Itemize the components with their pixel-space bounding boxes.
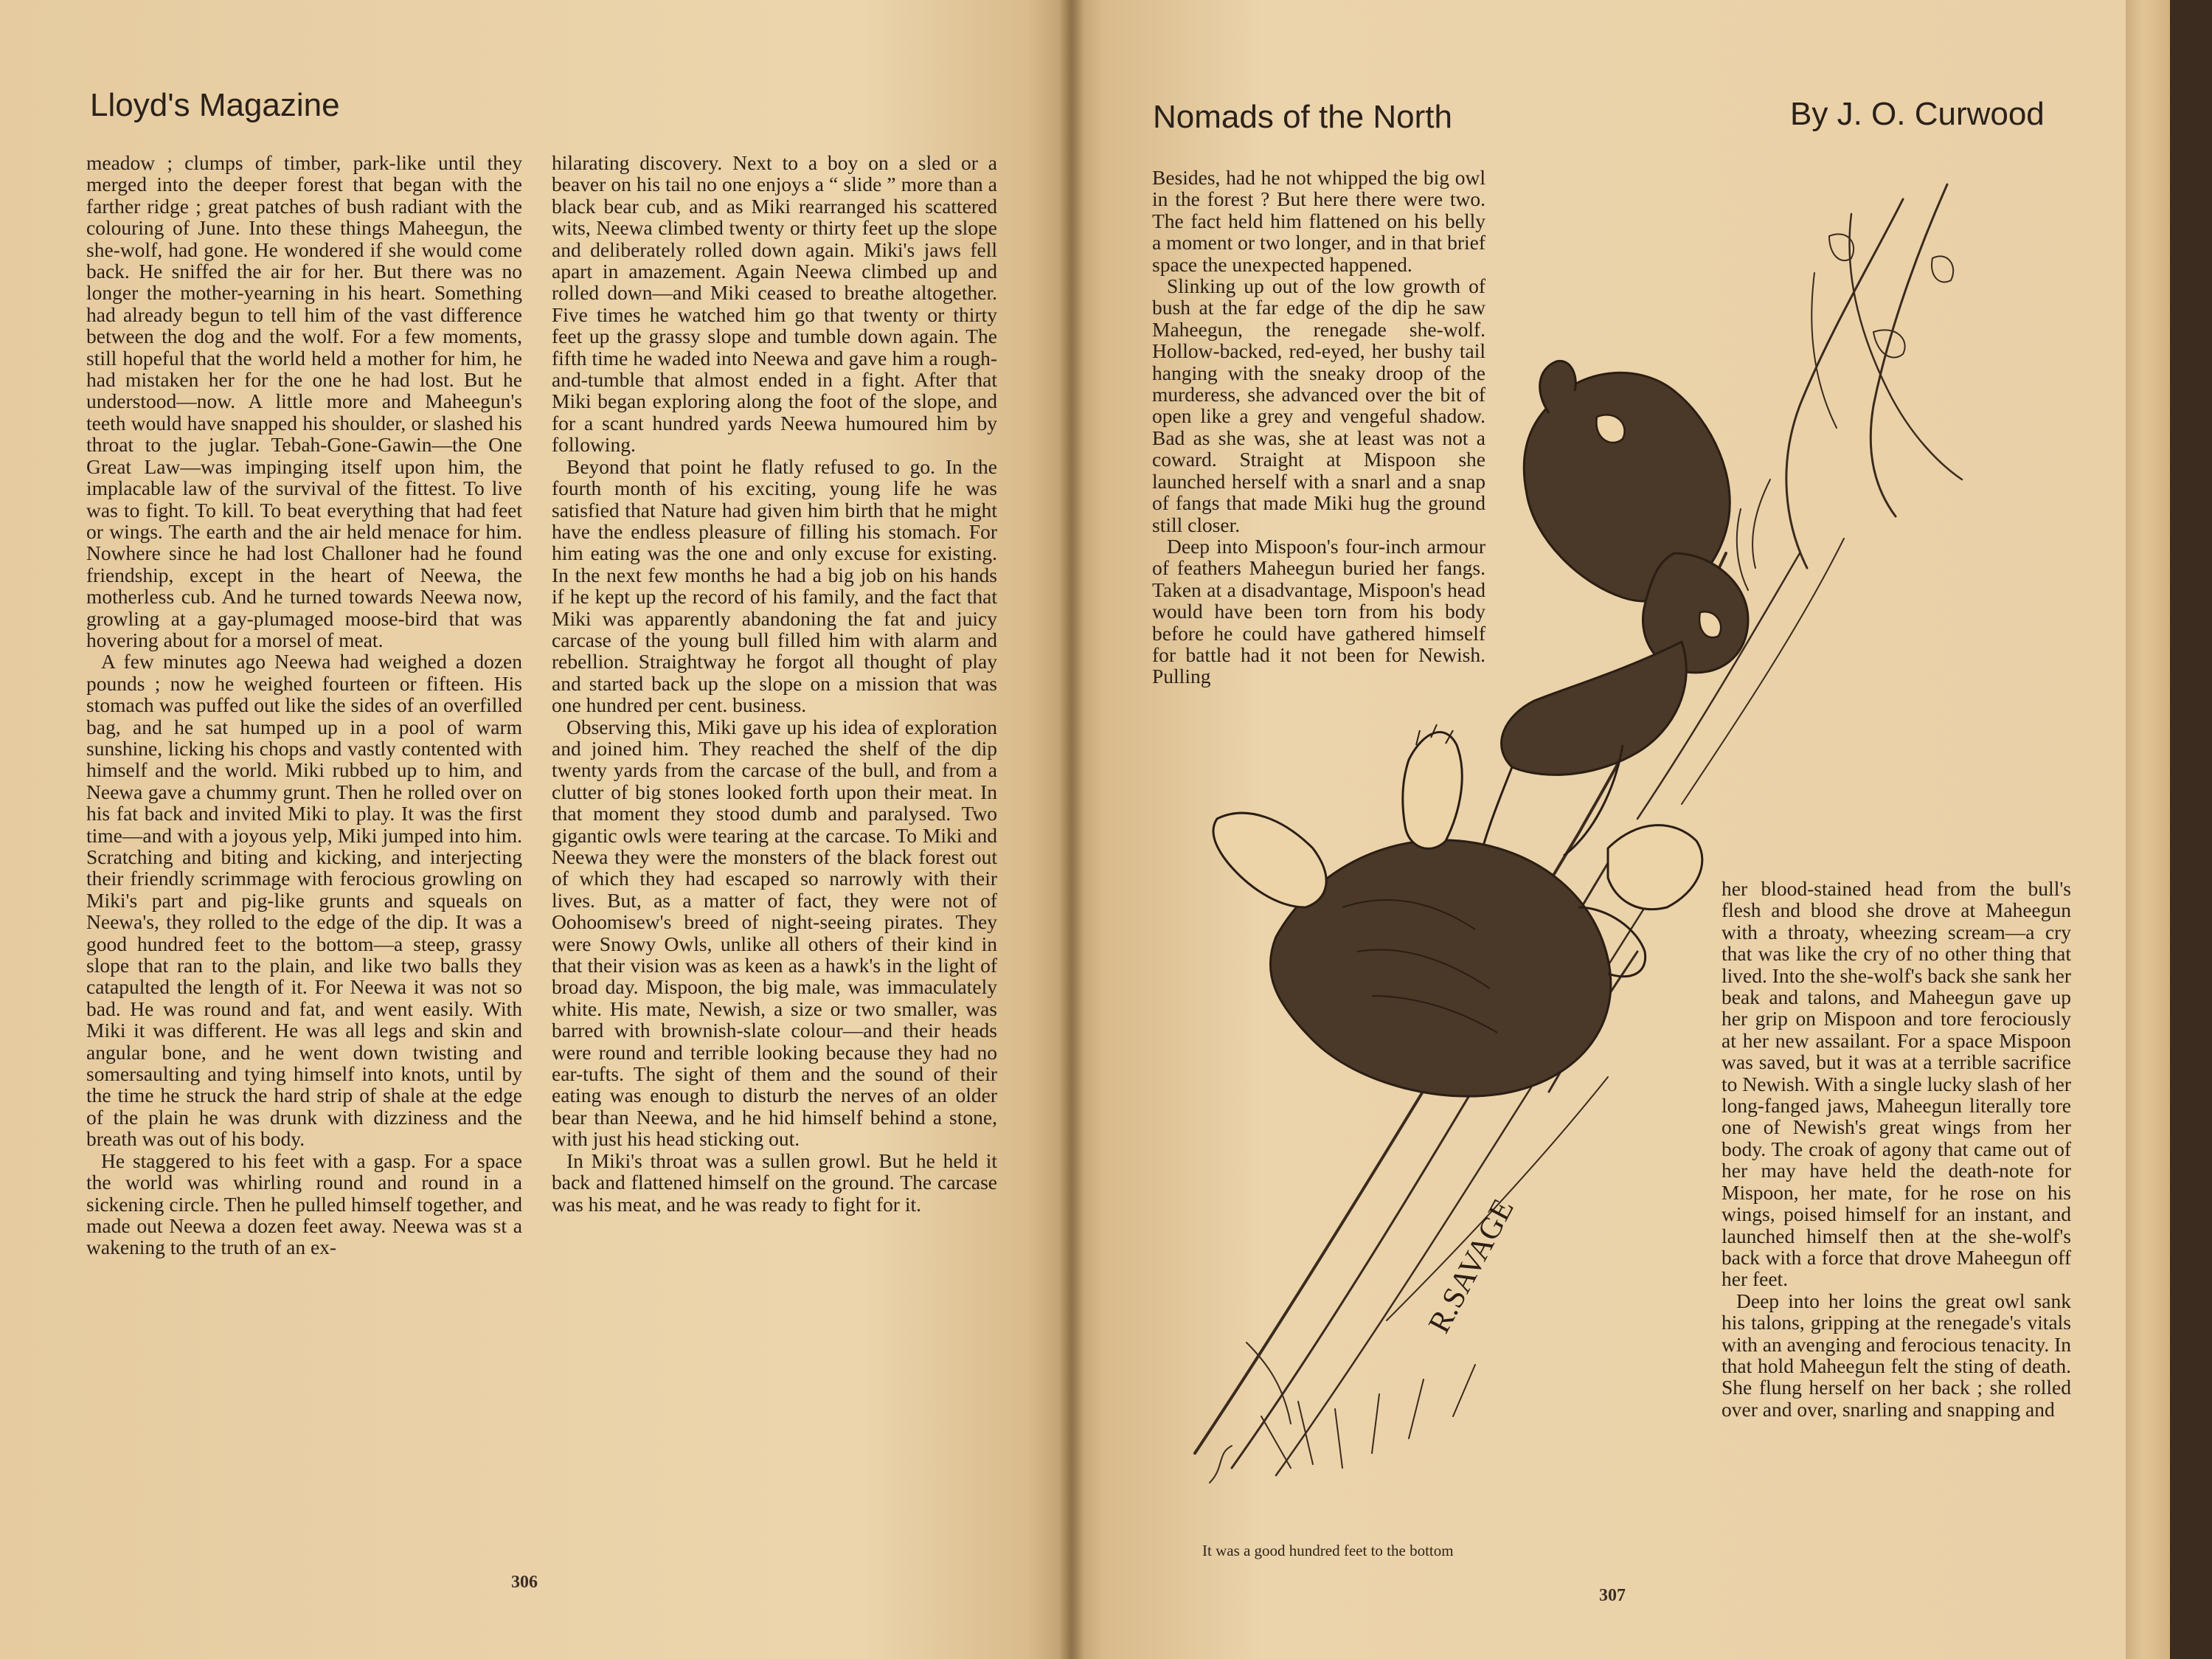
paragraph: meadow ; clumps of timber, park-like until they merged into the deeper forest that began with the farther ridge ; great patches of bush radiant with the colouring of June. Into these things Maheegun, the she-wolf, had gone. He wondered if she would come back. He sniffed the air for her. But there was no longer the mother-yearning in his heart. Something had already begun to tell him of the vast difference between the dog and the wolf. For a few moments, still hopeful that the world held a mother for him, he had mistaken her for the one he had lost. But he understood—now. A little more and Maheegun's teeth would have snapped his shoulder, or slashed his throat to the juglar. Tebah-Gone-Gawin—the One Great Law—was impinging itself upon him, the implacable law of the survival of the fittest. To live was to fight. To kill. To beat everything that had feet or wings. The earth and the air held menace for him. Nowhere since he had lost Challoner had he found friendship, except in the heart of Neewa, the motherless cub. And he turned towards Neewa now, growling at a gay-plumaged moose-bird that was hovering about for a morsel of meat. xyxy=(86,151,522,651)
left-column-2 xyxy=(552,152,997,1215)
illustration-caption: It was a good hundred feet to the bottom xyxy=(1202,1542,1454,1559)
book-gutter xyxy=(1059,0,1084,1659)
paragraph: Besides, had he not whipped the big owl in the forest ? But here there were two. The fact held him flattened on his belly a moment or two longer, and in that brief space the unexpected happened. xyxy=(1152,166,1485,276)
paragraph: Deep into Mispoon's four-inch armour of feathers Maheegun buried her fangs. Taken at a disadvantage, Mispoon's head would have been torn from his body before he could have gathered himself for battle had it not been for Newish. Pulling xyxy=(1152,534,1485,688)
background-edge xyxy=(2170,0,2212,1659)
left-page-number: 306 xyxy=(511,1573,538,1592)
left-column-1 xyxy=(86,152,522,1258)
right-page-number: 307 xyxy=(1599,1586,1626,1605)
paragraph: Deep into her loins the great owl sank his talons, gripping at the renegade's vitals with an avenging and ferocious tenacity. In that hold Maheegun felt the sting of death. She flung herself on her back ; she rolled over and over, snarling and snapping and xyxy=(1722,1289,2071,1421)
paragraph: hilarating discovery. Next to a boy on a sled or a beaver on his tail no one enjoys a “ slide ” more than a black bear cub, and as Miki rearranged his scattered wits, Neewa climbed twenty or thirty feet up the slope and deliberately rolled down again. Miki's jaws fell apart in amazement. Again Neewa climbed up and rolled down—and Miki ceased to breathe altogether. Five times he watched him go that twenty or thirty feet up the grassy slope and tumble down again. The fifth time he waded into Neewa and gave him a rough-and-tumble that almost ended in a fight. After that Miki began exploring along the foot of the slope, and for a scant hundred yards Neewa humoured him by following. xyxy=(552,151,997,457)
right-running-head-author: By J. O. Curwood xyxy=(1790,96,2045,132)
paragraph: He staggered to his feet with a gasp. For a space the world was whirling round and round in a sickening circle. Then he pulled himself together, and made out Neewa a dozen feet away. Neewa was st a wakening to the truth of an ex- xyxy=(86,1149,522,1259)
paragraph: Beyond that point he flatly refused to go. In the fourth month of his exciting, young life he was satisfied that Nature had given him birth that he might have the endless pleasure of filling his stomach. For him eating was the one and only excuse for existing. In the next few months he had a big job on his hands if he kept up the record of his family, and the fact that Miki was apparently abandoning the fat and juicy carcase of the young bull filled him with alarm and rebellion. Straightway he forgot all thought of play and started back up the slope on a mission that was one hundred per cent. business. xyxy=(552,454,997,717)
bear-cubs-illustration xyxy=(1165,170,2124,1542)
right-running-head-title: Nomads of the North xyxy=(1153,99,1452,135)
paragraph: In Miki's throat was a sullen growl. But he held it back and flattened himself on the ground. The carcase was his meat, and he was ready to fight for it. xyxy=(552,1149,997,1216)
paragraph: Observing this, Miki gave up his idea of exploration and joined him. They reached the shelf of the dip twenty yards from the carcase of the bull, and from a clutter of big stones looked forth upon their meat. In that moment they stood dumb and paralysed. Two gigantic owls were tearing at the carcase. To Miki and Neewa they were the monsters of the black forest out of which they had escaped so narrowly with their lives. But, as a matter of fact, they were not of Oohoomisew's breed of night-seeing pirates. They were Snowy Owls, unlike all others of their kind in that their vision was as keen as a hawk's in the light of broad day. Mispoon, the big male, was immaculately white. His mate, Newish, a size or two smaller, was barred with brownish-slate colour—and their heads were round and terrible looking because they had no ear-tufts. The sight of them and the sound of their eating was enough to disturb the nerves of an older bear than Neewa, and he hid himself behind a stone, with just his head sticking out. xyxy=(552,715,997,1151)
paragraph: Slinking up out of the low growth of bush at the far edge of the dip he saw Maheegun, the renegade she-wolf. Hollow-backed, red-eyed, her bushy tail hanging with the sneaky droop of the murderess, she advanced over the bit of open like a grey and vengeful shadow. Bad as she was, she at least was not a coward. Straight at Mispoon she launched herself with a snarl and a snap of fangs that made Miki hug the ground still closer. xyxy=(1152,274,1485,536)
illustration-signature: R.SAVAGE xyxy=(1422,1194,1521,1339)
left-running-head: Lloyd's Magazine xyxy=(90,87,340,123)
paragraph: her blood-stained head from the bull's flesh and blood she drove at Maheegun with a throaty, wheezing scream—a cry that was like the cry of no other thing that lived. Into the she-wolf's back she sank her beak and talons, and Maheegun gave up her grip on Mispoon and tore ferociously at her new assailant. For a space Mispoon was saved, but it was at a terrible sacrifice to Newish. With a single lucky slash of her long-fanged jaws, Maheegun literally tore one of Newish's great wings from her body. The croak of agony that came out of her may have held the death-note for Mispoon, her mate, for he rose on his wings, poised himself for an instant, and launched himself then at the she-wolf's back with a force that drove Maheegun off her feet. xyxy=(1722,877,2071,1291)
page-edges xyxy=(2126,0,2170,1659)
paragraph: A few minutes ago Neewa had weighed a dozen pounds ; now he weighed fourteen or fifteen. His stomach was puffed out like the sides of an overfilled bag, and he sat humped up in a pool of warm sunshine, licking his chops and vastly contented with himself and the world. Miki rubbed up to him, and Neewa gave a chummy grunt. Then he rolled over on his fat back and invited Miki to play. It was the first time—and with a joyous yelp, Miki jumped into him. Scratching and biting and kicking, and interjecting their friendly scrimmage with ferocious growling on Miki's part and pig-like grunts and squeals on Neewa's, they rolled to the edge of the dip. It was a good hundred feet to the bottom—a steep, grassy slope that ran to the plain, and like two balls they catapulted the length of it. For Neewa it was not so bad. He was round and fat, and went easily. With Miki it was different. He was all legs and skin and angular bone, and he went down twisting and somersaulting and tying himself into knots, until by the time he struck the hard strip of shale at the edge of the plain he was drunk with dizziness and the breath was out of his body. xyxy=(86,650,522,1151)
